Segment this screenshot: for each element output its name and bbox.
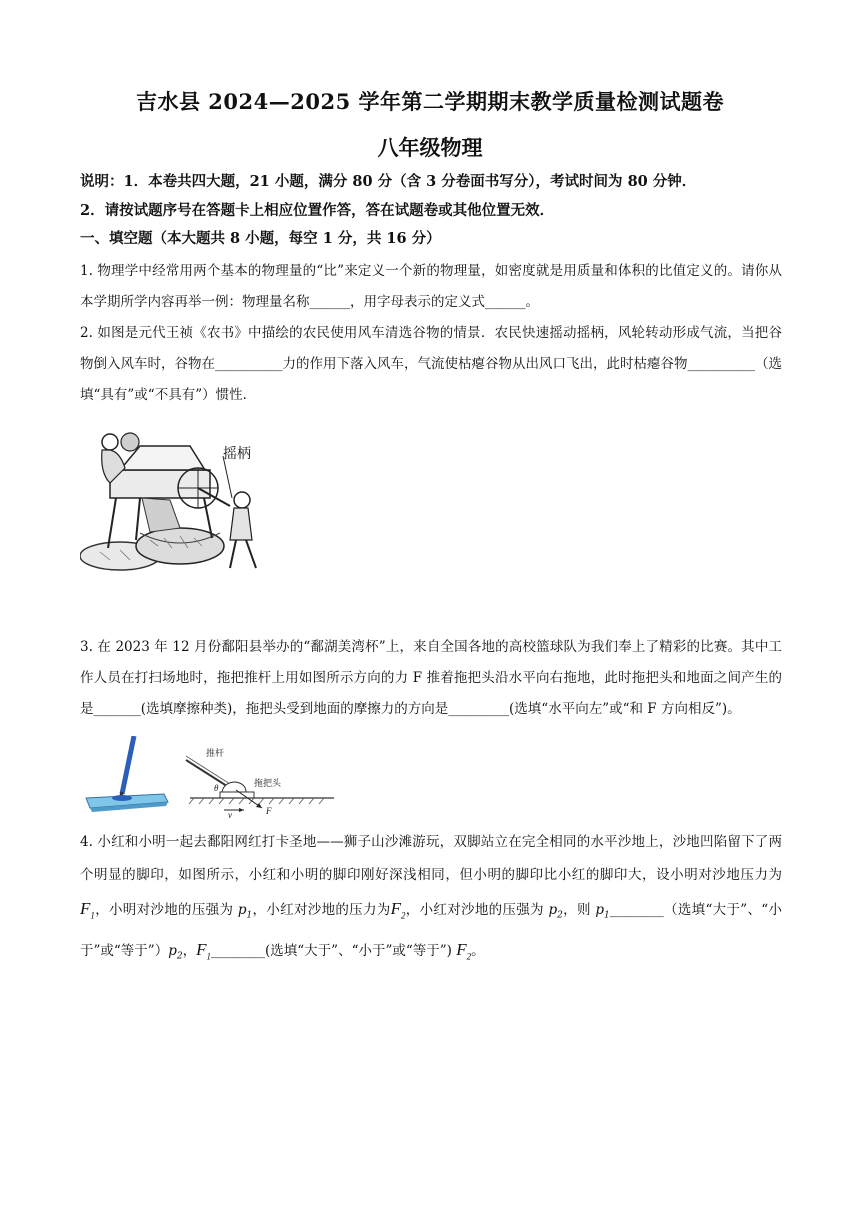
question-4 bbox=[80, 826, 782, 973]
mop-head-label: 拖把头 bbox=[254, 779, 282, 789]
q4-p1: $p_1$ bbox=[237, 902, 253, 921]
theta-label: θ bbox=[214, 783, 219, 793]
instruction-line-2: 2．请按试题序号在答题卡上相应位置作答，答在试题卷或其他位置无效． bbox=[80, 202, 555, 219]
mop-force-diagram bbox=[184, 746, 336, 818]
exam-title: 吉水县 2024—2025 学年第二学期期末教学质量检测试题卷 bbox=[135, 89, 724, 114]
question-2: 2. 如图是元代王祯《农书》中描绘的农民使用风车清选谷物的情景．农民快速摇动摇柄，风轮转动形成气流，当把谷物倒入风车时，谷物在__________力的作用下落入风车，气流使枯瘪谷物从出风口飞出，此时枯瘪谷物__________（选填“具有”或“不具有”）惯性． bbox=[80, 325, 782, 403]
q4-F2-compare: $F_2$ bbox=[456, 939, 472, 962]
handle-label: 摇柄 bbox=[223, 446, 251, 462]
mop-photo bbox=[82, 736, 172, 812]
q4-text-2: ，小明对沙地的压强为 bbox=[94, 902, 238, 918]
q4-text-9: 。 bbox=[471, 942, 485, 959]
winnowing-machine-illustration bbox=[80, 428, 280, 576]
velocity-label: v bbox=[228, 810, 232, 818]
instruction-line-1: 说明：1．本卷共四大题，21 小题，满分 80 分（含 3 分卷面书写分），考试时间为 80 分钟． bbox=[80, 173, 697, 190]
q4-p1-compare: $p_1$ bbox=[595, 902, 610, 921]
q4-p2-compare: $p_2$ bbox=[168, 942, 183, 962]
q4-F1-compare: $F_1$ bbox=[196, 939, 211, 962]
q4-F1: $F_1$ bbox=[80, 899, 95, 921]
q4-p2: $p_2$ bbox=[548, 902, 563, 921]
q4-text-7: ， bbox=[182, 942, 197, 959]
q4-text-1: 4. 小红和小明一起去鄱阳网红打卡圣地——狮子山沙滩游玩，双脚站立在完全相同的水平沙地上，沙地凹陷留下了两个明显的脚印，如图所示，小红和小明的脚印刚好深浅相同，但小明的脚印比小红的脚印大，设小明对沙地压力为 bbox=[80, 834, 782, 883]
q4-text-5: ，则 bbox=[562, 902, 591, 918]
force-label: F bbox=[266, 806, 272, 816]
q4-text-6: ________（选填“大于”、“小于”或“等于”） bbox=[80, 902, 783, 959]
q4-text-8: ________(选填“大于”、“小于”或“等于”) bbox=[211, 942, 452, 959]
exam-subtitle: 八年级物理 bbox=[377, 135, 483, 160]
q4-F2: $F_2$ bbox=[390, 899, 406, 921]
rod-label: 推杆 bbox=[206, 749, 225, 759]
question-3: 3. 在 2023 年 12 月份鄱阳县举办的“鄱湖美湾杯”上，来自全国各地的高校篮球队为我们奉上了精彩的比赛。其中工作人员在打扫场地时，拖把推杆上用如图所示方向的力 F 推着拖把头沿水平向右拖地，此时拖把头和地面之间产生的是_______(选填摩擦种类)，拖把头受到地面的摩擦力的方向是_________(选填“水平向左”或“和 F 方向相反”)。 bbox=[80, 639, 782, 717]
q4-text-3: ，小红对沙地的压力为 bbox=[252, 902, 391, 918]
question-1: 1. 物理学中经常用两个基本的物理量的“比”来定义一个新的物理量，如密度就是用质量和体积的比值定义的。请你从本学期所学内容再举一例：物理量名称______，用字母表示的定义式______。 bbox=[80, 263, 782, 310]
q4-text-4: ，小红对沙地的压强为 bbox=[405, 902, 549, 918]
section-heading: 一、填空题（本大题共 8 小题，每空 1 分，共 16 分） bbox=[80, 230, 441, 247]
